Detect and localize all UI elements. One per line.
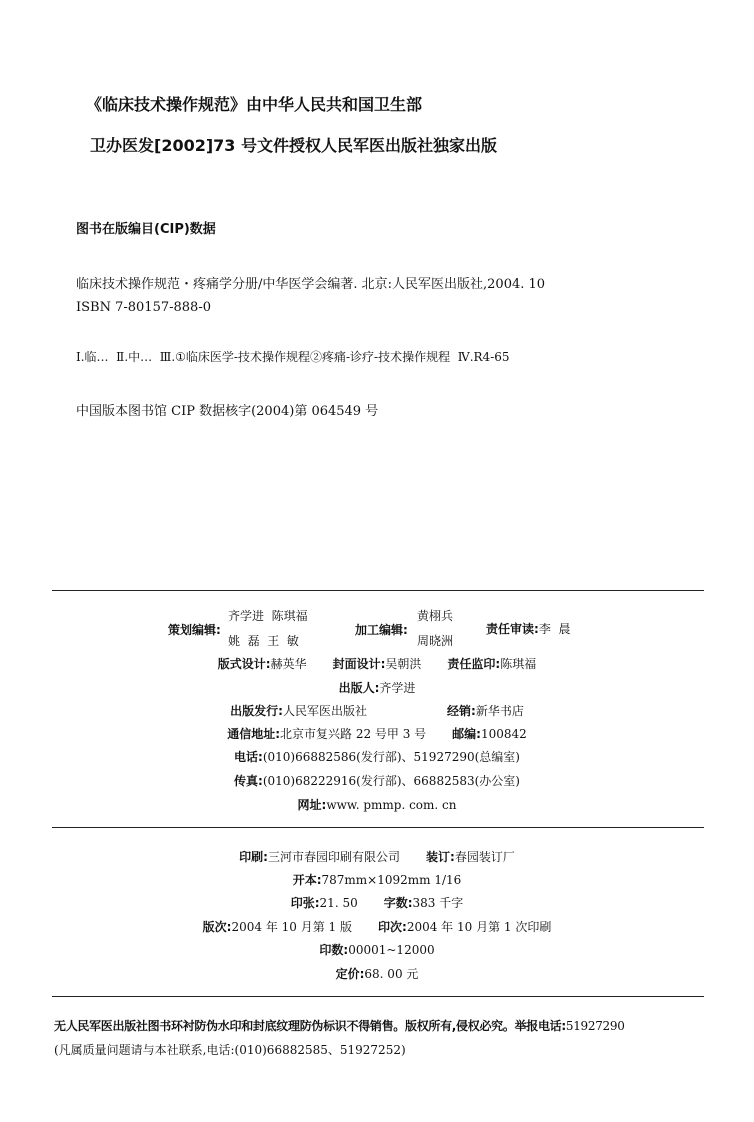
printer-line bbox=[0, 848, 754, 865]
publisher-person-value: 齐学进 bbox=[379, 681, 416, 695]
notice-text: 无人民军医出版社图书环衬防伪水印和封底纹理防伪标识不得销售。版权所有,侵权必究。举报电话: bbox=[54, 1019, 566, 1033]
words-label: 字数: bbox=[383, 896, 413, 910]
cip-record-number: 中国版本图书馆 CIP 数据核字(2004)第 064549 号 bbox=[76, 404, 379, 419]
review-value: 李 晨 bbox=[538, 622, 571, 636]
review bbox=[486, 620, 570, 637]
address-label: 通信地址: bbox=[227, 727, 280, 741]
dealer-label: 经销: bbox=[447, 704, 476, 718]
processing-row-2: 周晓洲 bbox=[417, 634, 454, 648]
layout-label: 版式设计: bbox=[217, 657, 271, 671]
phone-label: 电话: bbox=[234, 750, 263, 764]
divider bbox=[52, 590, 704, 591]
words-value: 383 千字 bbox=[412, 896, 464, 910]
price-value: 68. 00 元 bbox=[364, 967, 419, 981]
divider bbox=[52, 996, 704, 997]
web-label: 网址: bbox=[297, 798, 327, 812]
processing-label: 加工编辑: bbox=[355, 623, 408, 637]
web-value: www. pmmp. com. cn bbox=[326, 798, 457, 812]
impression-label: 印次: bbox=[378, 920, 407, 934]
publisher-person-label: 出版人: bbox=[338, 681, 380, 695]
edition-line bbox=[0, 918, 754, 935]
sheets-label: 印张: bbox=[290, 896, 320, 910]
planning-row-2: 姚 磊 王 敏 bbox=[228, 634, 299, 648]
price-label: 定价: bbox=[335, 967, 365, 981]
address-value: 北京市复兴路 22 号甲 3 号 bbox=[280, 727, 427, 741]
distribution-value: 人民军医出版社 bbox=[282, 704, 367, 718]
impression-value: 2004 年 10 月第 1 次印刷 bbox=[406, 920, 552, 934]
website-line bbox=[0, 796, 754, 813]
planning-row-1: 齐学进 陈琪福 bbox=[228, 609, 308, 623]
format-label: 开本: bbox=[292, 873, 322, 887]
sheets-value: 21. 50 bbox=[319, 896, 358, 910]
edition-value: 2004 年 10 月第 1 版 bbox=[231, 920, 352, 934]
cip-classification: Ⅰ.临… Ⅱ.中… Ⅲ.①临床医学-技术操作规程②疼痛-诊疗-技术操作规程 Ⅳ.R4-65 bbox=[76, 350, 510, 364]
quality-contact: (凡属质量问题请与本社联系,电话:(010)66882585、51927252) bbox=[54, 1043, 406, 1057]
copies-value: 00001~12000 bbox=[348, 943, 435, 957]
print-supervisor-label: 责任监印: bbox=[447, 657, 501, 671]
distribution-label: 出版发行: bbox=[230, 704, 283, 718]
fax-line bbox=[0, 772, 754, 789]
address-line bbox=[0, 725, 754, 742]
cover-value: 吴朝洪 bbox=[385, 657, 422, 671]
review-label: 责任审读: bbox=[486, 622, 539, 636]
printer-value: 三河市春园印刷有限公司 bbox=[267, 850, 400, 864]
phone-line bbox=[0, 748, 754, 765]
sheets-line bbox=[0, 894, 754, 911]
copies-label: 印数: bbox=[319, 943, 349, 957]
anti-counterfeit-notice bbox=[54, 1017, 625, 1034]
postcode-label: 邮编: bbox=[452, 727, 481, 741]
processing-row-1: 黄栩兵 bbox=[417, 609, 454, 623]
edition-label: 版次: bbox=[202, 920, 232, 934]
distribution-line bbox=[0, 702, 754, 719]
design-line bbox=[0, 655, 754, 672]
authorization-line-2: 卫办医发[2002]73 号文件授权人民军医出版社独家出版 bbox=[90, 136, 497, 155]
cip-isbn: ISBN 7-80157-888-0 bbox=[76, 300, 211, 315]
authorization-line-1: 《临床技术操作规范》由中华人民共和国卫生部 bbox=[86, 95, 423, 114]
postcode-value: 100842 bbox=[480, 727, 527, 741]
cover-label: 封面设计: bbox=[332, 657, 386, 671]
divider bbox=[52, 827, 704, 828]
dealer-value: 新华书店 bbox=[475, 704, 524, 718]
planning-label: 策划编辑: bbox=[168, 623, 221, 637]
cip-line-1: 临床技术操作规范・疼痛学分册/中华医学会编著. 北京:人民军医出版社,2004. 10 bbox=[76, 277, 546, 292]
binding-value: 春园装订厂 bbox=[454, 850, 515, 864]
layout-value: 赫英华 bbox=[270, 657, 307, 671]
print-supervisor-value: 陈琪福 bbox=[500, 657, 537, 671]
fax-label: 传真: bbox=[234, 774, 263, 788]
fax-value: (010)68222916(发行部)、66882583(办公室) bbox=[262, 774, 520, 788]
format-value: 787mm×1092mm 1/16 bbox=[321, 873, 462, 887]
cip-heading: 图书在版编目(CIP)数据 bbox=[76, 222, 216, 237]
price-line bbox=[0, 965, 754, 982]
publisher-person-line bbox=[0, 679, 754, 696]
notice-phone: 51927290 bbox=[565, 1019, 625, 1033]
copies-line bbox=[0, 941, 754, 958]
binding-label: 装订: bbox=[426, 850, 455, 864]
phone-value: (010)66882586(发行部)、51927290(总编室) bbox=[262, 750, 520, 764]
printer-label: 印刷: bbox=[239, 850, 268, 864]
format-line bbox=[0, 871, 754, 888]
